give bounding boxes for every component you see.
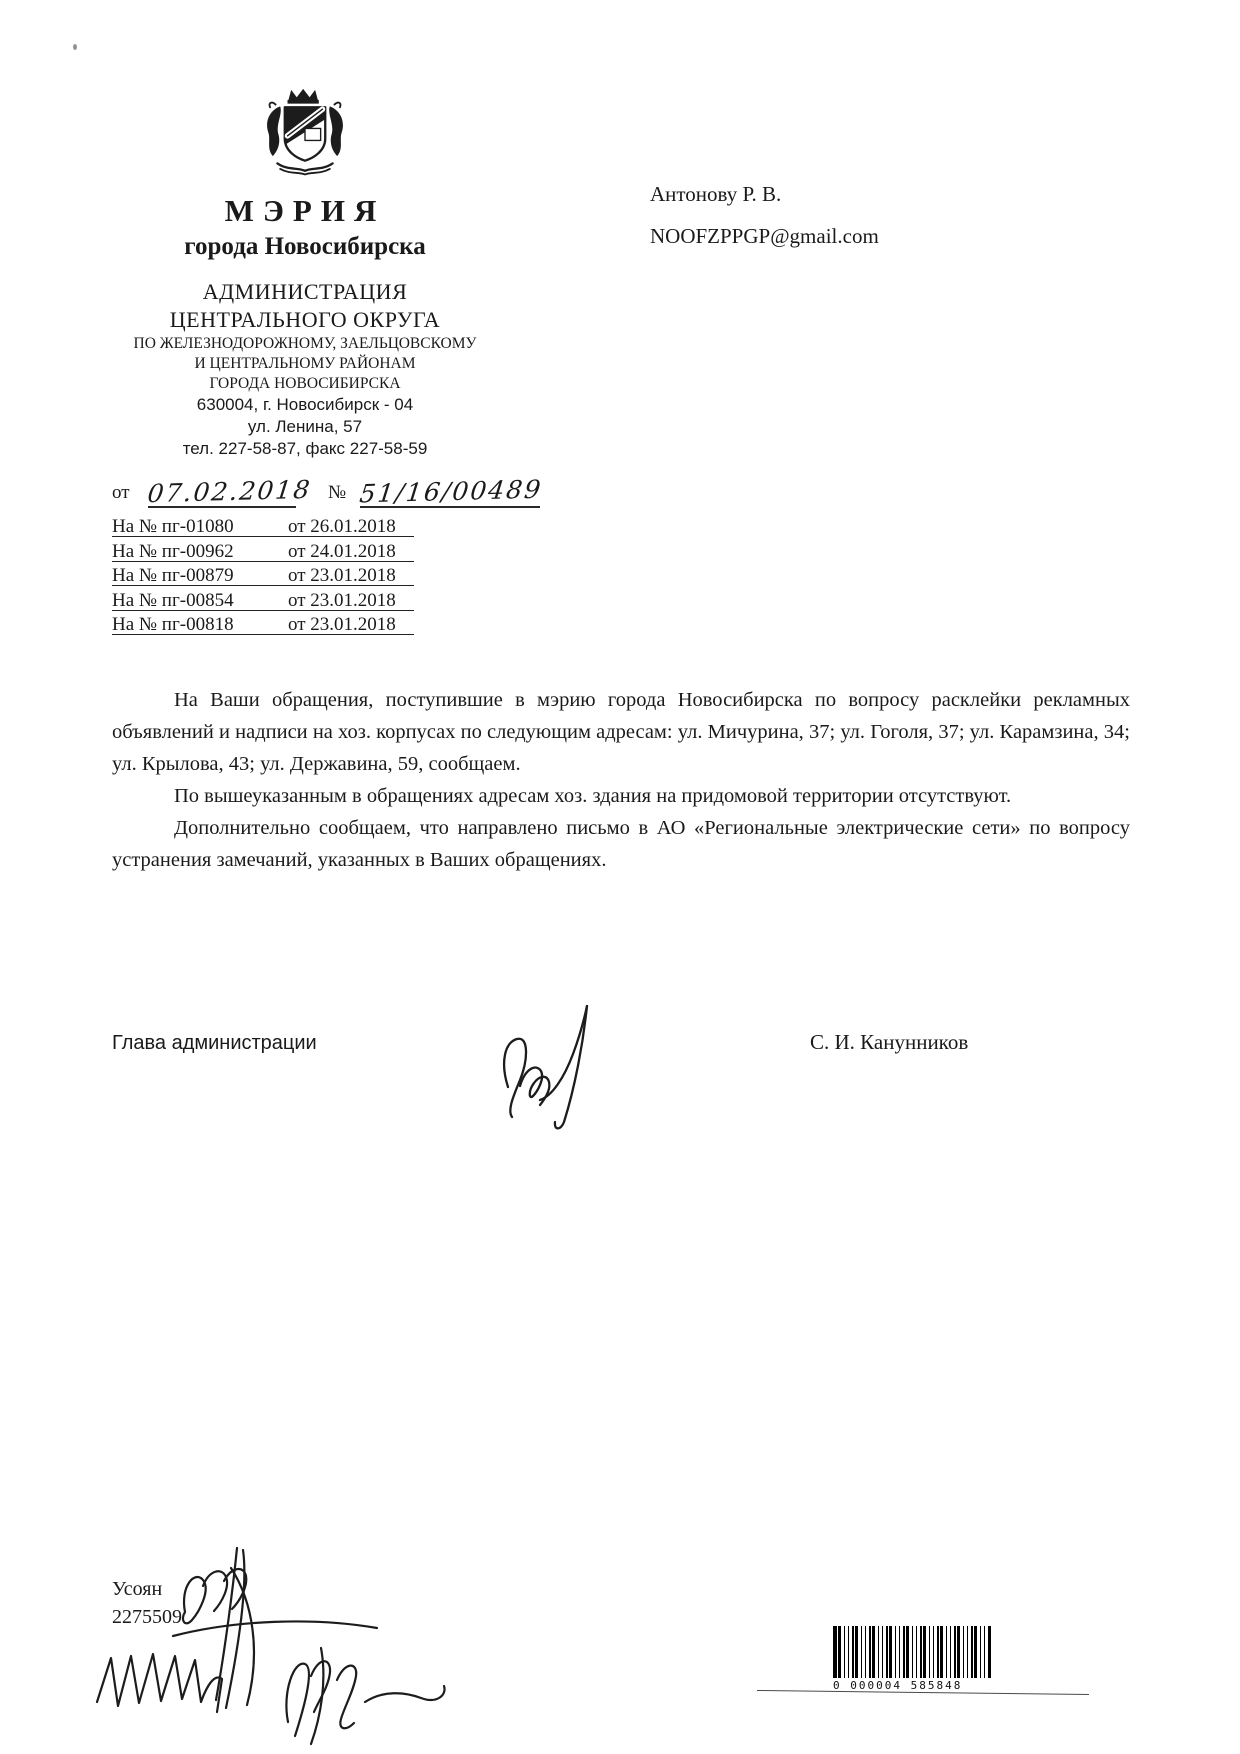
barcode <box>833 1626 991 1692</box>
reference-date: от 23.01.2018 <box>288 565 396 586</box>
org-name-line1: МЭРИЯ <box>224 193 386 228</box>
reference-number: На № пг-00818 <box>112 614 234 635</box>
outgoing-number-field <box>358 474 544 509</box>
reference-number: На № пг-01080 <box>112 516 234 537</box>
executor-phone: 2275509 <box>112 1606 182 1628</box>
outgoing-date-value: 07.02.2018 <box>146 474 314 509</box>
reference-row <box>112 565 414 586</box>
reference-date: от 26.01.2018 <box>288 516 396 537</box>
scan-speck <box>73 44 77 50</box>
reference-row <box>112 541 414 562</box>
signer-position: Глава администрации <box>112 1032 317 1054</box>
body-paragraph-3: Дополнительно сообщаем, что направлено письмо в АО «Региональные электрические сети» по вопросу устранения замечаний, указанных в Ваших обращениях. <box>112 817 1130 871</box>
head-signature-handwriting <box>478 992 630 1134</box>
body-paragraph-1: На Ваши обращения, поступившие в мэрию города Новосибирска по вопросу расклейки рекламных объявлений и надписи на хоз. корпусах по следующим адресам: ул. Мичурина, 37; ул. Гоголя, 37; ул. Карамзина, 34; ул. Крылова, 43; ул. Державина, 59, сообщаем. <box>112 689 1130 775</box>
signer-name: С. И. Канунников <box>810 1030 969 1054</box>
recipient-email: NOOFZPPGP@gmail.com <box>650 224 879 248</box>
outgoing-number-value: 51/16/00489 <box>358 474 544 509</box>
reference-number: На № пг-00854 <box>112 589 234 611</box>
address-line2: ул. Ленина, 57 <box>247 417 363 436</box>
address-line1: 630004, г. Новосибирск - 04 <box>196 395 414 414</box>
dept-sub1: ПО ЖЕЛЕЗНОДОРОЖНОМУ, ЗАЕЛЬЦОВСКОМУ <box>133 335 477 352</box>
dept-sub2: И ЦЕНТРАЛЬНОМУ РАЙОНАМ <box>194 355 416 372</box>
barcode-bars <box>833 1626 991 1678</box>
recipient-name: Антонову Р. В. <box>650 182 782 206</box>
reference-date: от 23.01.2018 <box>288 589 396 611</box>
letterhead <box>95 88 515 459</box>
org-name-line2: города Новосибирска <box>184 233 426 260</box>
barcode-digits: 0 000004 585848 <box>833 1679 963 1692</box>
outgoing-row <box>112 462 672 508</box>
outgoing-number-label: № <box>328 482 347 503</box>
reference-row <box>112 516 414 537</box>
reference-row <box>112 614 414 635</box>
incoming-references <box>112 516 414 639</box>
novosibirsk-coat-of-arms-icon <box>247 88 363 180</box>
outgoing-date-field <box>146 474 314 509</box>
letter-body <box>112 684 1130 876</box>
reference-number: На № пг-00879 <box>112 565 234 586</box>
outgoing-date-label: от <box>112 482 130 503</box>
body-paragraph-2: По вышеуказанным в обращениях адресам хоз. здания на придомовой территории отсутствуют. <box>174 785 1012 807</box>
address-line3: тел. 227-58-87, факс 227-58-59 <box>182 439 428 458</box>
dept-sub3: ГОРОДА НОВОСИБИРСКА <box>209 375 401 392</box>
reference-date: от 23.01.2018 <box>288 614 396 635</box>
footer-signatures-handwriting <box>85 1540 485 1752</box>
dept-line1: АДМИНИСТРАЦИЯ <box>202 279 408 304</box>
dept-line2: ЦЕНТРАЛЬНОГО ОКРУГА <box>169 307 441 332</box>
reference-date: от 24.01.2018 <box>288 540 396 562</box>
reference-number: На № пг-00962 <box>112 540 234 562</box>
executor-name: Усоян <box>112 1578 163 1600</box>
reference-row <box>112 590 414 611</box>
